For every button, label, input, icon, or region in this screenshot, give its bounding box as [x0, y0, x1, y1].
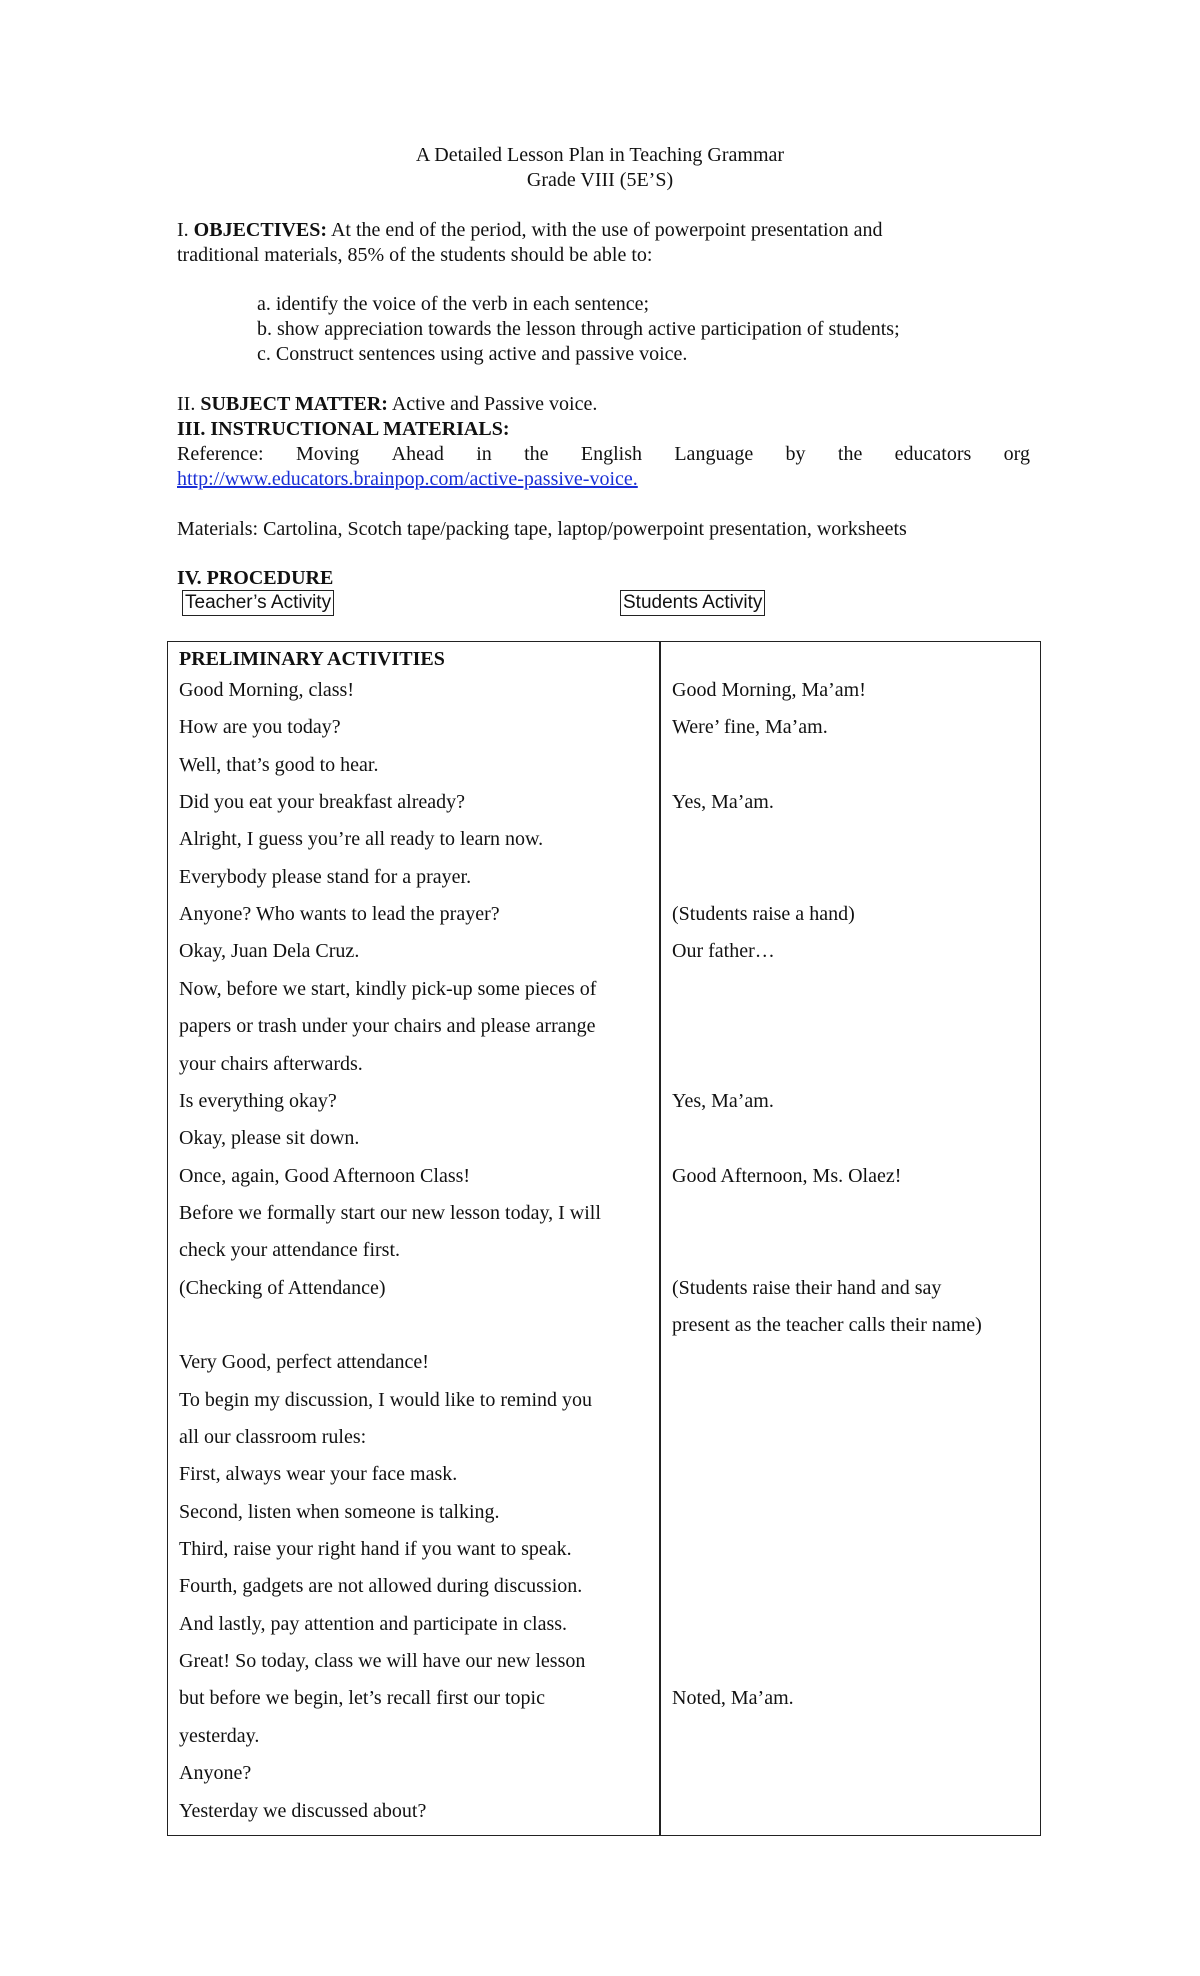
teacher-line: Alright, I guess you’re all ready to learn now. [179, 828, 544, 851]
materials-line: Materials: Cartolina, Scotch tape/packing tape, laptop/powerpoint presentation, worksheets [177, 518, 907, 540]
teacher-line: Did you eat your breakfast already? [179, 791, 465, 814]
student-line [672, 1120, 1032, 1157]
reference-word: org [1003, 443, 1030, 465]
student-line [672, 1494, 1032, 1531]
teacher-line: Okay, Juan Dela Cruz. [179, 940, 360, 963]
student-line [672, 1718, 1032, 1755]
student-line [672, 1046, 1032, 1083]
teacher-activity-header: Teacher’s Activity [182, 590, 334, 616]
reference-word: educators [894, 443, 972, 465]
students-activity-header: Students Activity [620, 590, 765, 616]
reference-word: by [785, 443, 806, 465]
student-line [672, 1195, 1032, 1232]
teacher-line: Anyone? Who wants to lead the prayer? [179, 903, 500, 926]
student-line [672, 1382, 1032, 1419]
student-line [672, 1793, 1032, 1830]
teacher-line: Well, that’s good to hear. [179, 753, 379, 776]
objectives-text-2: traditional materials, 85% of the students should be able to: [177, 244, 653, 266]
reference-url-line [177, 467, 638, 491]
student-line [672, 1419, 1032, 1456]
student-line: Good Afternoon, Ms. Olaez! [672, 1164, 902, 1187]
reference-word: Moving [295, 443, 360, 465]
teacher-line: Great! So today, class we will have our new lesson [179, 1650, 586, 1673]
subject-matter-prefix: II. [177, 393, 201, 415]
teacher-line: To begin my discussion, I would like to remind you [179, 1388, 593, 1411]
teacher-line: Everybody please stand for a prayer. [179, 865, 472, 888]
teacher-line: Now, before we start, kindly pick-up some pieces of [179, 977, 597, 1000]
teacher-line: Very Good, perfect attendance! [179, 1351, 429, 1374]
teacher-line: (Checking of Attendance) [179, 1276, 386, 1299]
teacher-line: Once, again, Good Afternoon Class! [179, 1164, 471, 1187]
activities-table [167, 641, 1041, 1836]
student-line [672, 1344, 1032, 1381]
teacher-line: all our classroom rules: [179, 1426, 367, 1448]
student-line [672, 821, 1032, 858]
objective-item-c: c. Construct sentences using active and passive voice. [257, 343, 688, 365]
student-line: Our father… [672, 940, 775, 963]
student-line [672, 971, 1032, 1008]
document-title: A Detailed Lesson Plan in Teaching Grammar [415, 144, 785, 166]
teacher-line: Is everything okay? [179, 1089, 337, 1112]
student-line [672, 1456, 1032, 1493]
reference-word: the [524, 443, 549, 465]
student-line: Noted, Ma’am. [672, 1687, 794, 1710]
teacher-line: Anyone? [179, 1762, 252, 1785]
objective-item-b: b. show appreciation towards the lesson through active participation of students; [257, 318, 900, 340]
student-line [672, 1531, 1032, 1568]
teacher-line: Good Morning, class! [179, 679, 354, 701]
student-line: (Students raise a hand) [672, 903, 855, 926]
reference-line [177, 442, 1030, 466]
objective-item-a: a. identify the voice of the verb in each sentence; [257, 293, 650, 315]
reference-link[interactable]: http://www.educators.brainpop.com/active-passive-voice. [177, 468, 638, 490]
instructional-materials-heading: III. INSTRUCTIONAL MATERIALS: [177, 418, 510, 440]
preliminary-activities-heading: PRELIMINARY ACTIVITIES [179, 648, 445, 670]
teacher-line: How are you today? [179, 716, 341, 739]
objectives-prefix: I. [177, 219, 194, 241]
procedure-heading: IV. PROCEDURE [177, 567, 334, 589]
teacher-line: your chairs afterwards. [179, 1052, 363, 1075]
student-line: Good Morning, Ma’am! [672, 679, 866, 701]
student-line: Were’ fine, Ma’am. [672, 716, 828, 739]
teacher-line: Before we formally start our new lesson today, I will [179, 1201, 601, 1224]
teacher-line [179, 1307, 649, 1344]
teacher-line: check your attendance first. [179, 1239, 401, 1262]
student-line [672, 747, 1032, 784]
student-line: Yes, Ma’am. [672, 1089, 774, 1112]
subject-matter-label: SUBJECT MATTER: [200, 393, 388, 415]
student-line: Yes, Ma’am. [672, 791, 774, 814]
subject-matter-line [177, 392, 597, 416]
student-line [672, 1008, 1032, 1045]
teacher-line: Second, listen when someone is talking. [179, 1500, 500, 1523]
reference-word: Language [674, 443, 754, 465]
teacher-line: Yesterday we discussed about? [179, 1799, 427, 1822]
objectives-text-1: At the end of the period, with the use of powerpoint presentation and [327, 219, 883, 241]
teacher-line: Okay, please sit down. [179, 1127, 360, 1150]
student-line [672, 1643, 1032, 1680]
student-line [672, 859, 1032, 896]
column-divider [659, 642, 661, 1835]
student-line [672, 1606, 1032, 1643]
reference-word: in [476, 443, 492, 465]
reference-word: the [837, 443, 863, 465]
objectives-label: OBJECTIVES: [193, 219, 328, 241]
student-line: (Students raise their hand and say [672, 1276, 942, 1299]
reference-word: Ahead [391, 443, 444, 465]
teacher-line: Fourth, gadgets are not allowed during discussion. [179, 1575, 583, 1598]
student-line [672, 1232, 1032, 1269]
teacher-line: And lastly, pay attention and participate in class. [179, 1612, 568, 1635]
student-line [672, 1568, 1032, 1605]
student-line: present as the teacher calls their name) [672, 1313, 982, 1336]
reference-word: English [580, 443, 642, 465]
teacher-line: but before we begin, let’s recall first our topic [179, 1687, 545, 1710]
teacher-line: Third, raise your right hand if you want to speak. [179, 1538, 572, 1561]
teacher-line: papers or trash under your chairs and please arrange [179, 1015, 596, 1038]
subject-matter-text: Active and Passive voice. [387, 393, 598, 415]
objectives-line-1 [177, 218, 882, 242]
teacher-line: yesterday. [179, 1724, 260, 1747]
document-subtitle: Grade VIII (5E’S) [526, 169, 674, 191]
student-line [672, 1755, 1032, 1792]
teacher-line: First, always wear your face mask. [179, 1463, 458, 1486]
reference-word: Reference: [177, 443, 264, 465]
